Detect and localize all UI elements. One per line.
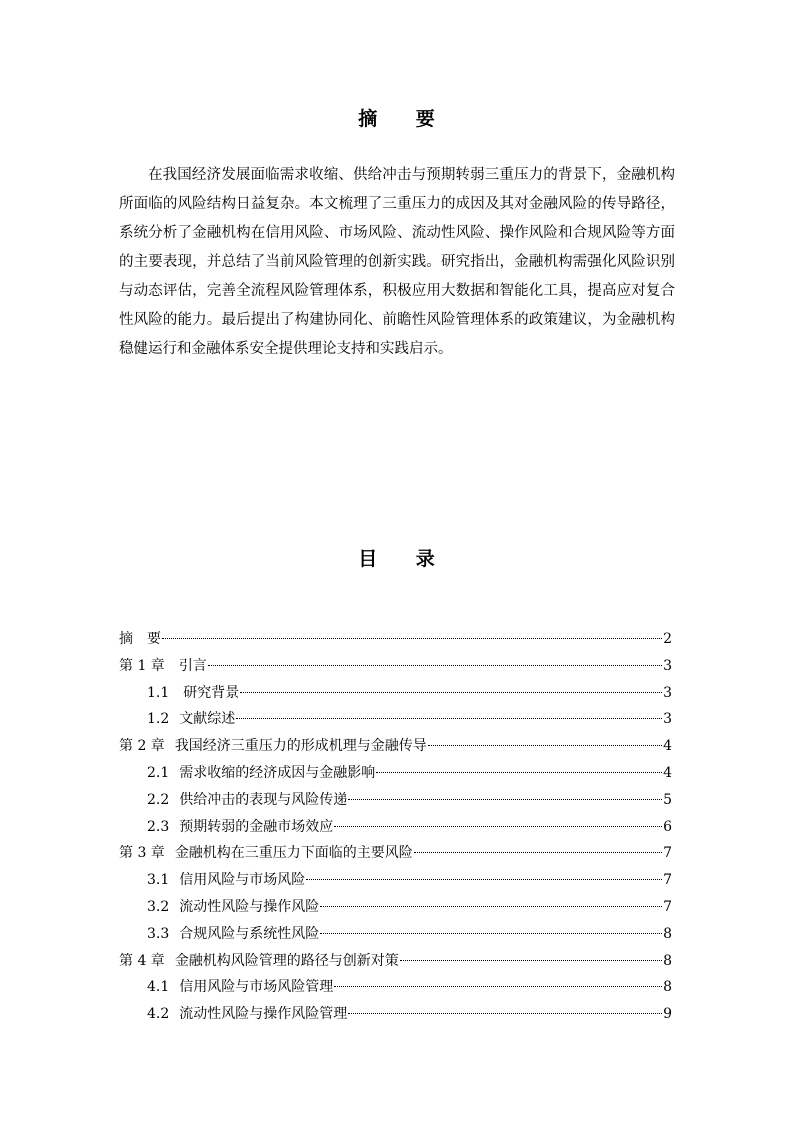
toc-page-number: 3 <box>663 657 672 674</box>
toc-entry-label: 需求收缩的经济成因与金融影响 <box>179 764 376 781</box>
toc-page-number: 5 <box>663 791 672 808</box>
toc-entry-chapter-4[interactable] <box>119 948 672 975</box>
toc-entry-number: 第 1 章 <box>119 657 165 674</box>
toc-entry-section-4-2[interactable] <box>119 1001 672 1028</box>
toc-leader-dots <box>320 933 662 934</box>
toc-entry-section-1-2[interactable] <box>119 706 672 733</box>
toc-entry-label: 金融机构风险管理的路径与创新对策 <box>174 952 399 969</box>
toc-entry-label: 引言 <box>178 657 207 674</box>
toc-entry-number: 4.1 <box>147 979 170 996</box>
toc-leader-dots <box>334 986 662 987</box>
toc-entry-number: 第 2 章 <box>119 738 165 755</box>
toc-entry-section-3-2[interactable] <box>119 894 672 921</box>
toc-leader-dots <box>348 1013 662 1014</box>
toc-leader-dots <box>236 718 662 719</box>
toc-page-number: 3 <box>663 684 672 701</box>
toc-leader-dots <box>414 852 662 853</box>
toc-leader-dots <box>240 692 662 693</box>
toc-entry-number: 3.1 <box>147 872 170 889</box>
toc-page-number: 7 <box>663 898 672 915</box>
toc-leader-dots <box>162 638 662 639</box>
toc-page-number: 4 <box>663 764 672 781</box>
toc-entry-abstract[interactable] <box>119 626 672 653</box>
toc-leader-dots <box>376 772 662 773</box>
table-of-contents <box>119 626 672 1028</box>
toc-entry-number: 第 3 章 <box>119 845 165 862</box>
toc-page-number: 7 <box>663 872 672 889</box>
toc-page-number: 6 <box>663 818 672 835</box>
toc-entry-number: 第 4 章 <box>119 952 165 969</box>
toc-page-number: 4 <box>663 738 672 755</box>
toc-entry-section-2-2[interactable] <box>119 787 672 814</box>
toc-page-number: 2 <box>663 631 672 647</box>
toc-page-number: 8 <box>663 952 672 969</box>
toc-title: 目 录 <box>358 548 451 570</box>
toc-entry-label: 信用风险与市场风险 <box>179 872 306 889</box>
toc-page-number: 8 <box>663 979 672 996</box>
toc-entry-number: 2.1 <box>147 764 170 781</box>
toc-entry-label: 流动性风险与操作风险管理 <box>179 1006 348 1023</box>
toc-entry-chapter-1[interactable] <box>119 653 672 680</box>
toc-entry-section-2-3[interactable] <box>119 814 672 841</box>
toc-leader-dots <box>320 906 662 907</box>
toc-entry-number: 4.2 <box>147 1006 170 1023</box>
toc-entry-number: 1.1 <box>147 684 170 701</box>
toc-entry-number: 3.3 <box>147 925 170 942</box>
toc-entry-section-3-1[interactable] <box>119 867 672 894</box>
toc-entry-chapter-2[interactable] <box>119 733 672 760</box>
toc-entry-label: 合规风险与系统性风险 <box>179 925 320 942</box>
toc-page-number: 3 <box>663 711 672 728</box>
toc-entry-section-2-1[interactable] <box>119 760 672 787</box>
toc-leader-dots <box>400 960 662 961</box>
toc-leader-dots <box>348 799 662 800</box>
abstract-title: 摘 要 <box>358 108 451 130</box>
toc-entry-label: 研究背景 <box>183 684 240 701</box>
toc-entry-label: 金融机构在三重压力下面临的主要风险 <box>174 845 413 862</box>
toc-entry-label: 摘 要 <box>119 631 161 647</box>
toc-entry-label: 信用风险与市场风险管理 <box>179 979 334 996</box>
toc-entry-label: 流动性风险与操作风险 <box>179 898 320 915</box>
toc-entry-section-1-1[interactable] <box>119 680 672 707</box>
toc-entry-number: 1.2 <box>147 711 170 728</box>
toc-entry-label: 供给冲击的表现与风险传递 <box>179 791 348 808</box>
toc-entry-number: 2.2 <box>147 791 170 808</box>
toc-entry-label: 预期转弱的金融市场效应 <box>179 818 334 835</box>
toc-entry-number: 2.3 <box>147 818 170 835</box>
toc-entry-section-3-3[interactable] <box>119 921 672 948</box>
toc-entry-number: 3.2 <box>147 898 170 915</box>
toc-page-number: 8 <box>663 925 672 942</box>
toc-entry-section-4-1[interactable] <box>119 974 672 1001</box>
toc-leader-dots <box>208 665 662 666</box>
toc-leader-dots <box>428 745 662 746</box>
toc-leader-dots <box>334 826 662 827</box>
toc-entry-chapter-3[interactable] <box>119 840 672 867</box>
toc-page-number: 7 <box>663 845 672 862</box>
toc-entry-label: 文献综述 <box>179 711 236 728</box>
toc-leader-dots <box>306 879 662 880</box>
abstract-body: 在我国经济发展面临需求收缩、供给冲击与预期转弱三重压力的背景下，金融机构所面临的风险结构日益复杂。本文梳理了三重压力的成因及其对金融风险的传导路径，系统分析了金融机构在信用风险、市场风险、流动性风险、操作风险和合规风险等方面的主要表现，并总结了当前风险管理的创新实践。研究指出，金融机构需强化风险识别与动态评估，完善全流程风险管理体系，积极应用大数据和智能化工具，提高应对复合性风险的能力。最后提出了构建协同化、前瞻性风险管理体系的政策建议，为金融机构稳健运行和金融体系安全提供理论支持和实践启示。 <box>119 167 675 357</box>
toc-page-number: 9 <box>663 1006 672 1023</box>
toc-entry-label: 我国经济三重压力的形成机理与金融传导 <box>174 738 427 755</box>
